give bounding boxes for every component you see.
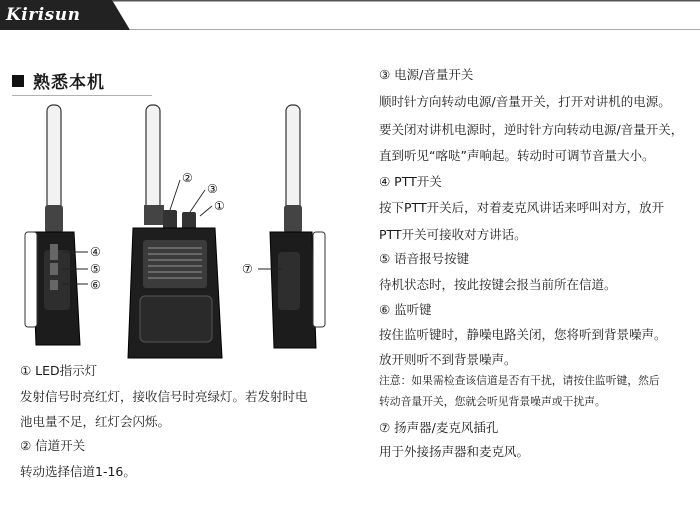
device-right-side [270, 105, 325, 348]
callout-1: ① [214, 199, 225, 213]
callout-3: ③ [207, 182, 218, 196]
section-heading [12, 68, 105, 93]
callout-4: ④ [90, 245, 101, 259]
item-power-desc-2: 要关闭对讲机电源时，逆时针方向转动电源/音量开关， [379, 122, 684, 137]
item-power-desc-3: 直到听见“喀哒”声响起。转动时可调节音量大小。 [379, 148, 655, 163]
brand-logo: Kirisun [6, 5, 81, 25]
banner-shape [0, 0, 700, 30]
callout-6: ⑥ [90, 278, 101, 292]
callout-7: ⑦ [242, 262, 253, 276]
item-jack-heading: ⑦ 扬声器/麦克风插孔 [379, 420, 499, 435]
item-channel-heading: ② 信道开关 [20, 438, 86, 453]
item-monitor-note-2: 转动音量开关，您就会听见背景噪声或干扰声。 [379, 395, 606, 408]
item-jack-desc: 用于外接扬声器和麦克风。 [379, 444, 530, 459]
device-front [128, 105, 222, 358]
item-led-desc-2: 池电量不足，红灯会闪烁。 [20, 414, 171, 429]
item-ptt-desc-1: 按下PTT开关后，对着麦克风讲话来呼叫对方，放开 [379, 200, 665, 215]
device-left-side [25, 105, 80, 345]
callout-2: ② [182, 171, 193, 185]
item-monitor-desc-1: 按住监听键时，静噪电路关闭，您将听到背景噪声。 [379, 327, 667, 342]
item-channel-desc: 转动选择信道1-16。 [20, 464, 136, 479]
callout-5: ⑤ [90, 262, 101, 276]
header-banner [0, 0, 700, 30]
item-led-desc-1: 发射信号时亮红灯，接收信号时亮绿灯。若发射时电 [20, 389, 308, 404]
device-illustration [0, 95, 350, 365]
item-led-heading: ① LED指示灯 [20, 363, 98, 378]
item-ptt-desc-2: PTT开关可接收对方讲话。 [379, 227, 527, 242]
item-power-desc-1: 顺时针方向转动电源/音量开关，打开对讲机的电源。 [379, 94, 671, 109]
heading-square-icon [12, 75, 24, 87]
section-title: 熟悉本机 [33, 73, 105, 93]
item-monitor-heading: ⑥ 监听键 [379, 302, 432, 317]
item-power-heading: ③ 电源/音量开关 [379, 67, 474, 82]
item-voice-heading: ⑤ 语音报号按键 [379, 251, 470, 266]
item-ptt-heading: ④ PTT开关 [379, 174, 442, 189]
item-monitor-note-1: 注意：如果需检查该信道是否有干扰，请按住监听键，然后 [379, 374, 660, 387]
item-voice-desc: 待机状态时，按此按键会报当前所在信道。 [379, 277, 617, 292]
item-monitor-desc-2: 放开则听不到背景噪声。 [379, 352, 517, 367]
